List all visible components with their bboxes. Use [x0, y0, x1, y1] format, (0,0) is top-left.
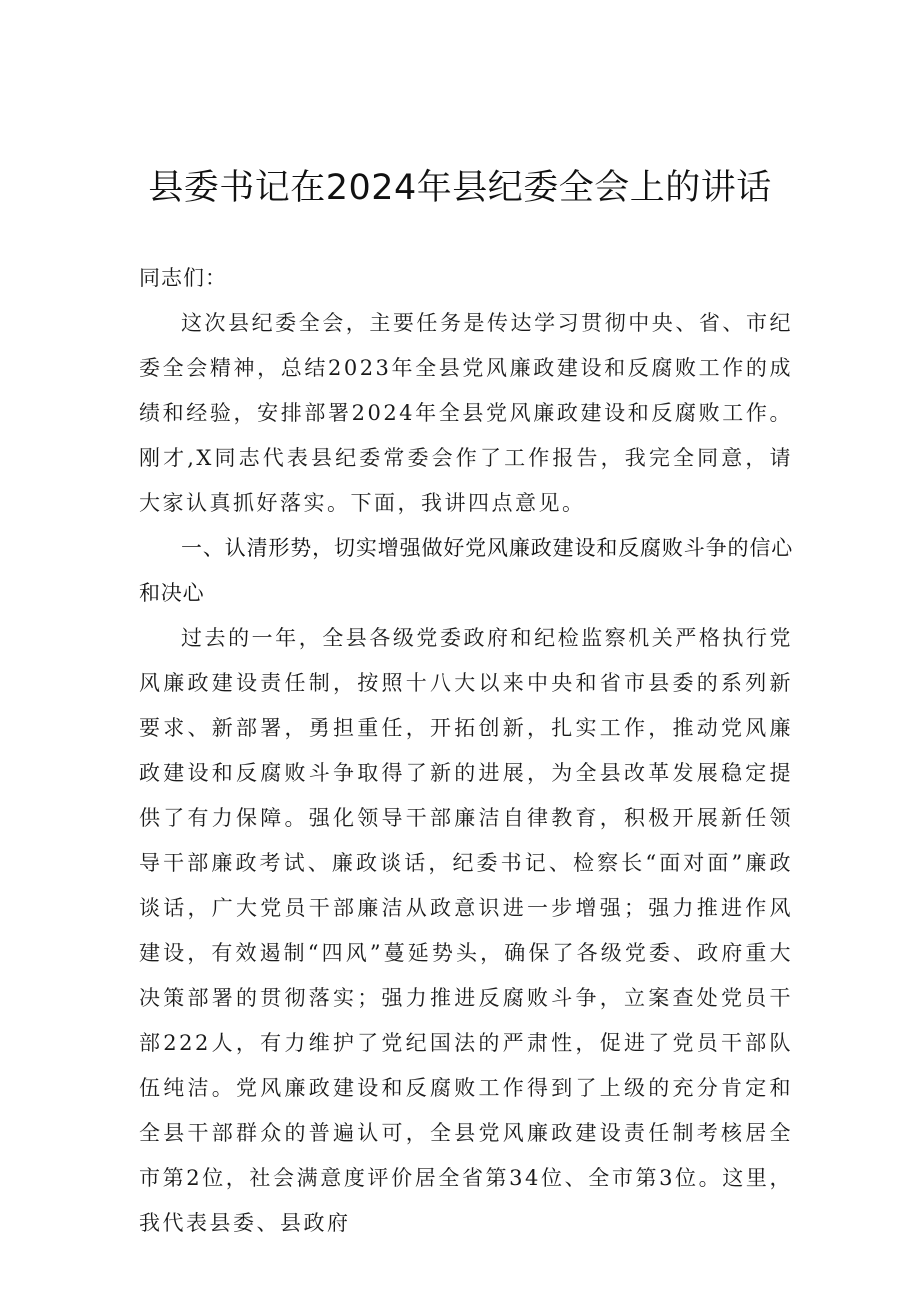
section-1-paragraph: 过去的一年，全县各级党委政府和纪检监察机关严格执行党风廉政建设责任制，按照十八大以来中央和省市县委的系列新要求、新部署，勇担重任，开拓创新，扎实工作，推动党风廉政建设和反腐败斗争取得了新的进展，为全县改革发展稳定提供了有力保障。强化领导干部廉洁自律教育，积极开展新任领导干部廉政考试、廉政谈话，纪委书记、检察长“面对面”廉政谈话，广大党员干部廉洁从政意识进一步增强；强力推进作风建设，有效遏制“四风”蔓延势头，确保了各级党委、政府重大决策部署的贯彻落实；强力推进反腐败斗争，立案查处党员干部222人，有力维护了党纪国法的严肃性，促进了党员干部队伍纯洁。党风廉政建设和反腐败工作得到了上级的充分肯定和全县干部群众的普遍认可，全县党风廉政建设责任制考核居全市第2位，社会满意度评价居全省第34位、全市第3位。这里，我代表县委、县政府 — [139, 626, 793, 1235]
intro-paragraph: 这次县纪委全会，主要任务是传达学习贯彻中央、省、市纪委全会精神，总结2023年全县党风廉政建设和反腐败工作的成绩和经验，安排部署2024年全县党风廉政建设和反腐败工作。刚才,X同志代表县纪委常委会作了工作报告，我完全同意，请大家认真抓好落实。下面，我讲四点意见。 — [139, 311, 793, 515]
salutation: 同志们： — [139, 266, 227, 290]
document-title: 县委书记在2024年县纪委全会上的讲话 — [148, 168, 772, 208]
document-body — [139, 256, 793, 1246]
section-heading-1: 一、认清形势，切实增强做好党风廉政建设和反腐败斗争的信心和决心 — [139, 536, 793, 605]
